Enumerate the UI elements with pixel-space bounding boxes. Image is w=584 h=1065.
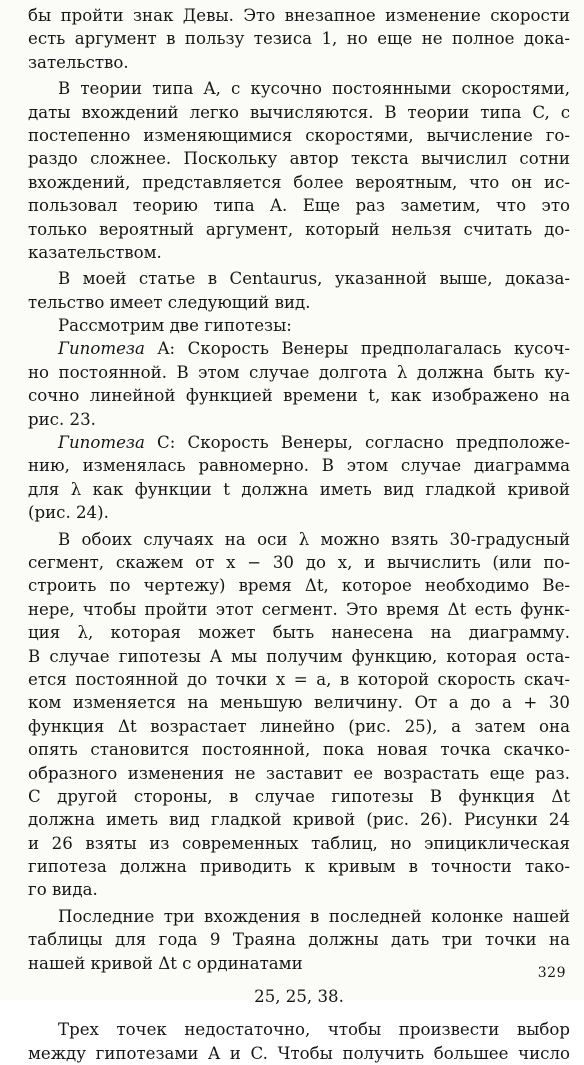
text-line: Трех точек недостаточно, чтобы произвести выбор: [58, 1020, 570, 1040]
text-line: между гипотезами A и C. Чтобы получить большее число: [28, 1043, 570, 1063]
ordinates-formula: 25, 25, 38.: [254, 987, 344, 1007]
hypothesis-c-line: Гипотеза C: Скорость Венеры, согласно предположе-: [58, 433, 570, 453]
text-line: для λ как функции t должна иметь вид гладкой кривой: [28, 479, 570, 499]
text-line: только вероятный аргумент, который нельзя считать до-: [28, 219, 570, 239]
text-line: Последние три вхождения в последней колонке нашей: [58, 906, 570, 926]
text-line: В обоих случаях на оси λ можно взять 30-градусный: [58, 529, 570, 549]
text-line: нере, чтобы пройти этот сегмент. Это время Δt есть функ-: [28, 599, 570, 619]
text-line: сегмент, скажем от x − 30 до x, и вычислить (или по-: [28, 552, 570, 572]
text-line: зательство.: [28, 52, 129, 72]
text-line: В теории типа A, с кусочно постоянными скоростями,: [58, 79, 570, 99]
text-line: таблицы для года 9 Траяна должны дать три точки на: [28, 930, 570, 950]
text-line: строить по чертежу) время Δt, которое необходимо Ве-: [28, 576, 570, 596]
text-line: нашей кривой Δt с ординатами: [28, 953, 303, 973]
text-line: функция Δt возрастает линейно (рис. 25), а затем она: [28, 716, 570, 736]
text-line: казательством.: [28, 242, 162, 262]
hypothesis-a-line: Гипотеза A: Скорость Венеры предполагалась кусоч-: [58, 339, 570, 359]
text-line: го вида.: [28, 880, 98, 900]
text-line: раздо сложнее. Поскольку автор текста вычислил сотни: [28, 149, 570, 169]
text-line: но постоянной. В этом случае долгота λ должна быть ку-: [28, 362, 570, 382]
text-line: рис. 23.: [28, 409, 96, 429]
text-line: и 26 взяты из современных таблиц, но эпициклическая: [28, 833, 570, 853]
text-line: Рассмотрим две гипотезы:: [58, 316, 292, 336]
text-line: С другой стороны, в случае гипотезы B функция Δt: [28, 786, 570, 806]
text-line: пользовал теорию типа A. Еще раз заметим, что это: [28, 196, 570, 216]
text-line: даты вхождений легко вычисляются. В теории типа C, с: [28, 102, 570, 122]
text-line: бы пройти знак Девы. Это внезапное изменение скорости: [28, 6, 570, 25]
text-line: образного изменения не заставит ее возрастать еще раз.: [28, 763, 570, 783]
page-number: 329: [537, 965, 566, 981]
text-line: В моей статье в Centaurus, указанной выше, доказа-: [58, 269, 570, 289]
text-line: ция λ, которая может быть нанесена на диаграмму.: [28, 623, 570, 643]
text-line: должна иметь вид гладкой кривой (рис. 26). Рисунки 24: [28, 810, 570, 830]
text-line: вхождений, представляется более вероятным, что он ис-: [28, 172, 570, 192]
text-line: сочно линейной функцией времени t, как изображено на: [28, 386, 570, 406]
text-line: нию, изменялась равномерно. В этом случае диаграмма: [28, 456, 570, 476]
text-line: ком изменяется на меньшую величину. От a до a + 30: [28, 693, 570, 713]
text-line: опять становится постоянной, пока новая точка скачко-: [28, 740, 570, 760]
text-line: есть аргумент в пользу тезиса 1, но еще не полное дока-: [28, 29, 570, 49]
hypothesis-c-label: Гипотеза: [58, 433, 145, 453]
text-line: тельство имеет следующий вид.: [28, 292, 311, 312]
text-line: гипотеза должна приводить к кривым в точности тако-: [28, 857, 570, 877]
hypothesis-a-label: Гипотеза: [58, 339, 145, 359]
text-line: ется постоянной до точки x = a, в которой скорость скач-: [28, 669, 570, 689]
text-line: (рис. 24).: [28, 503, 109, 523]
text-line: постепенно изменяющимися скоростями, вычисление го-: [28, 125, 570, 145]
text-line: В случае гипотезы A мы получим функцию, которая оста-: [28, 646, 570, 666]
